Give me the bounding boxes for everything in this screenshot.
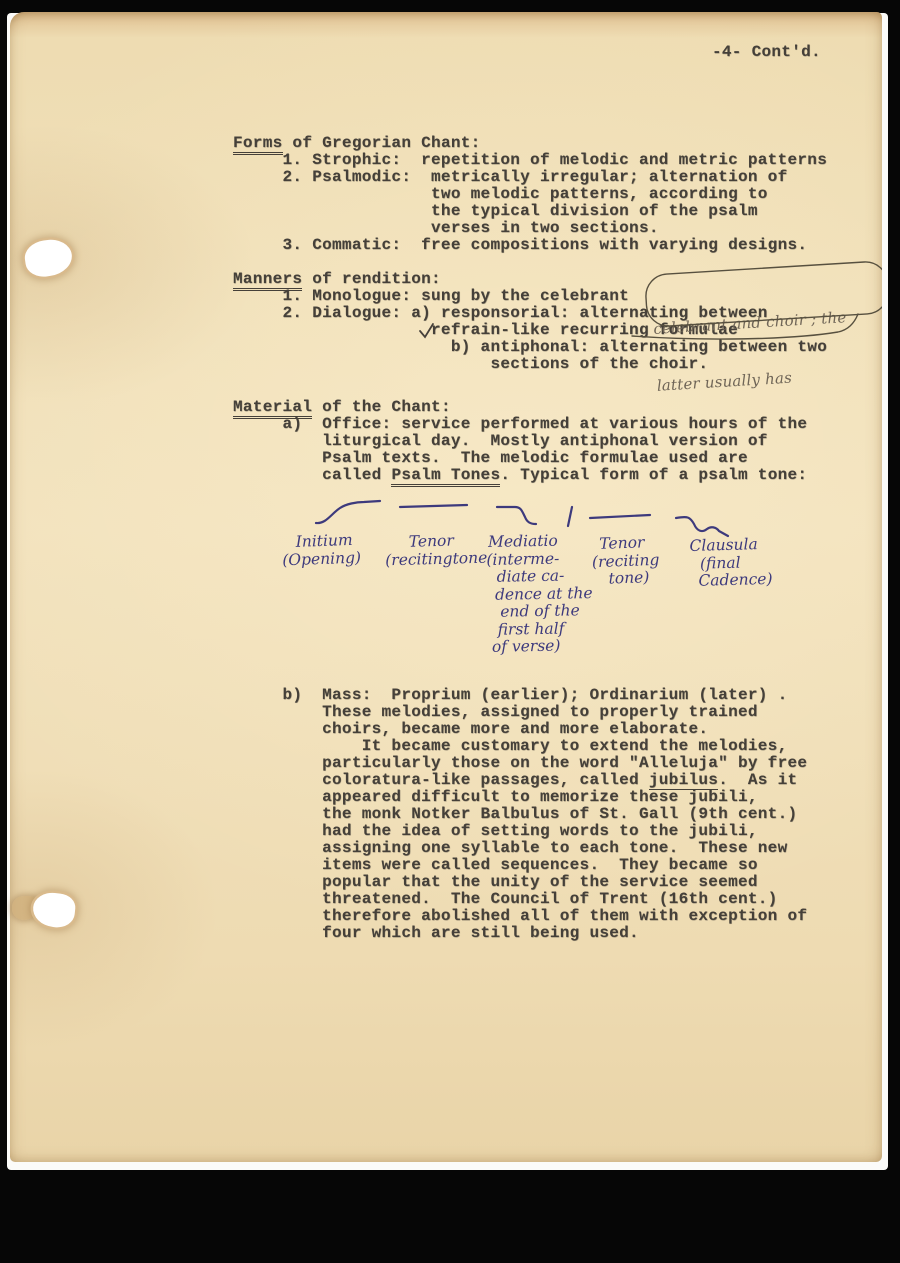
handwritten-line: Initium xyxy=(295,530,353,551)
line-segment: called xyxy=(233,466,392,484)
punch-hole-top xyxy=(23,237,75,279)
body-line: 3. Commatic: free compositions with varying designs. xyxy=(233,236,808,254)
handwritten-line: Clausula xyxy=(689,535,758,555)
annotation-line: celebrant and choir ; the xyxy=(652,308,847,338)
body-line: a) Office: service performed at various hours of the xyxy=(233,415,808,433)
contour-clausula-fall xyxy=(676,517,728,536)
handwritten-line: end of the xyxy=(500,601,580,621)
body-line: b) Mass: Proprium (earlier); Ordinarium (later) . xyxy=(233,686,788,704)
handwritten-line: Cadence) xyxy=(698,569,773,590)
body-line: two melodic patterns, according to xyxy=(233,185,768,203)
body-line: popular that the unity of the service seemed xyxy=(233,873,758,891)
body-line: 2. Psalmodic: metrically irregular; alternation of xyxy=(233,168,788,186)
body-line xyxy=(233,467,807,484)
diagram-label-clausula xyxy=(681,536,772,591)
document-page xyxy=(10,12,882,1162)
handwritten-line: (recitingtone xyxy=(384,548,488,569)
handwritten-line: dence at the xyxy=(494,583,593,604)
body-line: 1. Monologue: sung by the celebrant xyxy=(233,287,630,305)
body-line: It became customary to extend the melodies, xyxy=(233,737,788,755)
section-heading xyxy=(233,135,827,152)
melodic-contour-marks xyxy=(316,501,728,536)
section-mass xyxy=(233,687,807,942)
line-segment: coloratura-like passages, called xyxy=(233,771,649,789)
body-line xyxy=(233,772,807,789)
handwritten-line: first half xyxy=(497,619,565,639)
body-line: These melodies, assigned to properly trained xyxy=(233,703,758,721)
body-line: refrain-like recurring formulae xyxy=(233,321,738,339)
handwritten-line: (final xyxy=(699,553,741,573)
body-line: particularly those on the word "Alleluja" by free xyxy=(233,754,808,772)
body-line: appeared difficult to memorize these jubili, xyxy=(233,788,758,806)
punch-hole-bottom xyxy=(31,891,76,929)
page-number-label: -4- Cont'd. xyxy=(712,43,821,61)
body-line: therefore abolished all of them with exception of xyxy=(233,907,808,925)
annotation-line: latter usually has xyxy=(656,368,793,395)
body-line: Psalm texts. The melodic formulae used are xyxy=(233,449,748,467)
jubilus-underlined: jubilus xyxy=(648,771,719,789)
body-line: b) antiphonal: alternating between two xyxy=(233,338,828,356)
handwritten-line: Tenor xyxy=(599,533,645,553)
handwritten-line: tone) xyxy=(608,568,650,588)
handwritten-line: (Opening) xyxy=(281,548,362,569)
body-line: liturgical day. Mostly antiphonal version of xyxy=(233,432,768,450)
heading-underlined-word: Forms xyxy=(233,134,283,155)
contour-initium-rise xyxy=(316,501,380,523)
diagram-label-initium xyxy=(281,532,361,570)
section-forms xyxy=(233,135,827,254)
body-line: choirs, became more and more elaborate. xyxy=(233,720,709,738)
contour-tenor2-flat xyxy=(590,515,650,518)
line-segment: . Typical form of a psalm tone: xyxy=(500,466,808,484)
body-line: four which are still being used. xyxy=(233,924,639,942)
body-line: items were called sequences. They became so xyxy=(233,856,758,874)
contour-mediatio-step xyxy=(497,507,536,524)
diagram-label-tenor-1 xyxy=(385,532,488,570)
heading-rest: of Gregorian Chant: xyxy=(282,134,481,152)
contour-divider-bar xyxy=(568,507,572,526)
body-line: threatened. The Council of Trent (16th cent.) xyxy=(233,890,778,908)
handwritten-line: diate ca- xyxy=(496,566,565,586)
diagram-label-mediatio xyxy=(486,532,594,656)
body-line: verses in two sections. xyxy=(233,219,659,237)
handwritten-line: of verse) xyxy=(491,636,561,656)
pencil-annotation-text xyxy=(651,270,853,434)
heading-rest: of the Chant: xyxy=(312,398,451,416)
body-line: sections of the choir. xyxy=(233,355,709,373)
line-segment: . As it xyxy=(718,771,798,789)
psalm-tones-underlined: Psalm Tones xyxy=(391,466,500,487)
body-line: 2. Dialogue: a) responsorial: alternating between xyxy=(233,304,768,322)
body-line: the monk Notker Balbulus of St. Gall (9th cent.) xyxy=(233,805,798,823)
contour-tenor1-flat xyxy=(400,505,467,507)
handwritten-line: Tenor xyxy=(408,531,455,551)
handwritten-line: (reciting xyxy=(591,550,660,571)
handwritten-line: Mediatio xyxy=(487,531,558,551)
body-line: the typical division of the psalm xyxy=(233,202,758,220)
heading-underlined-word: Manners xyxy=(233,270,302,291)
heading-underlined-word: Material xyxy=(233,398,312,419)
diagram-label-tenor-2 xyxy=(591,534,660,589)
heading-rest: of rendition: xyxy=(302,270,441,288)
handwritten-line: (interme- xyxy=(486,549,560,569)
body-line: 1. Strophic: repetition of melodic and metric patterns xyxy=(233,151,828,169)
body-line: assigning one syllable to each tone. These new xyxy=(233,839,788,857)
body-line: had the idea of setting words to the jubili, xyxy=(233,822,758,840)
